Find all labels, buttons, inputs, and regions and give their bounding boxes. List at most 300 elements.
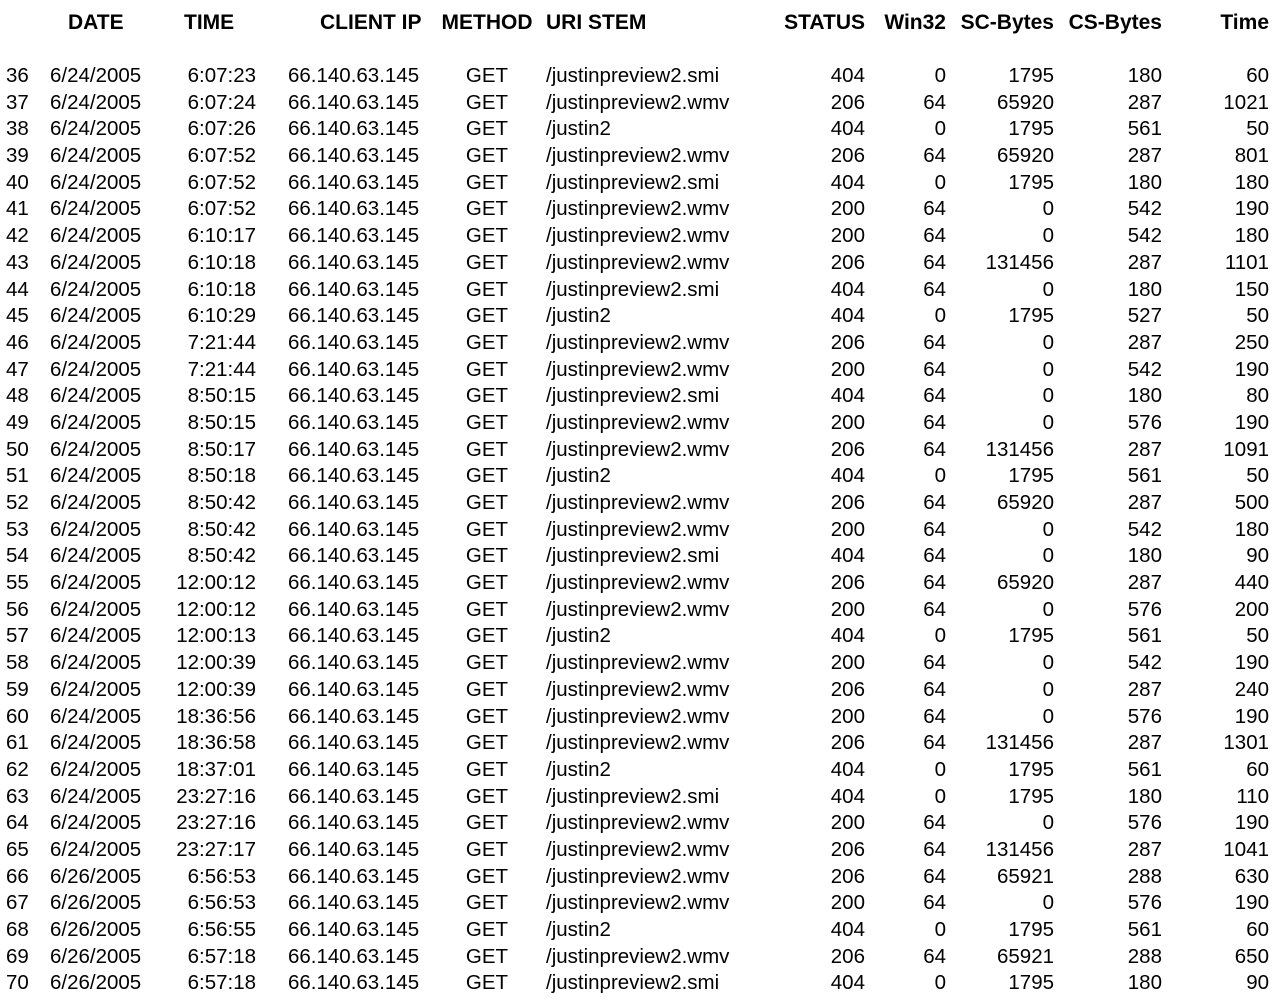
method-cell: GET (465, 90, 509, 114)
date-cell: 6/26/2005 (50, 971, 142, 995)
row-number: 37 (6, 90, 29, 114)
win32-cell: 64 (923, 864, 946, 888)
status-cell: 404 (830, 464, 865, 488)
uri-stem-cell: /justinpreview2.smi (546, 384, 720, 408)
uri-stem-cell: /justinpreview2.smi (546, 277, 720, 301)
sc-bytes-cell: 1795 (1008, 757, 1054, 781)
time-cell: 8:50:42 (187, 517, 256, 541)
time-cell: 6:07:52 (187, 170, 256, 194)
table-row (0, 170, 1280, 197)
date-cell: 6/24/2005 (50, 517, 142, 541)
row-number: 58 (6, 651, 29, 675)
status-cell: 404 (830, 170, 865, 194)
log-table-header (0, 8, 1280, 42)
sc-bytes-cell: 0 (1042, 517, 1054, 541)
row-number: 64 (6, 811, 29, 835)
date-cell: 6/26/2005 (50, 944, 142, 968)
table-row (0, 890, 1280, 917)
cs-bytes-cell: 180 (1127, 784, 1162, 808)
cs-bytes-cell: 288 (1127, 864, 1162, 888)
table-row (0, 410, 1280, 437)
sc-bytes-cell: 0 (1042, 410, 1054, 434)
date-cell: 6/24/2005 (50, 64, 142, 87)
client-ip-cell: 66.140.63.145 (288, 517, 420, 541)
time-taken-cell: 90 (1246, 971, 1269, 995)
win32-cell: 64 (923, 357, 946, 381)
sc-bytes-cell: 65920 (996, 571, 1054, 595)
status-cell: 206 (830, 144, 865, 168)
time-taken-cell: 200 (1234, 597, 1269, 621)
row-number: 61 (6, 731, 29, 755)
row-number: 59 (6, 677, 29, 701)
row-number: 50 (6, 437, 29, 461)
uri-stem-cell: /justinpreview2.wmv (546, 704, 730, 728)
status-cell: 404 (830, 544, 865, 568)
cs-bytes-cell: 576 (1127, 891, 1162, 915)
client-ip-cell: 66.140.63.145 (288, 677, 420, 701)
table-row (0, 277, 1280, 304)
win32-cell: 64 (923, 944, 946, 968)
table-row (0, 196, 1280, 223)
row-number: 65 (6, 837, 29, 861)
method-cell: GET (465, 944, 509, 968)
cs-bytes-cell: 542 (1127, 651, 1162, 675)
time-taken-cell: 250 (1234, 330, 1269, 354)
row-number: 56 (6, 597, 29, 621)
time-cell: 6:07:24 (187, 90, 256, 114)
client-ip-cell: 66.140.63.145 (288, 837, 420, 861)
method-cell: GET (465, 677, 509, 701)
date-cell: 6/24/2005 (50, 170, 142, 194)
sc-bytes-cell: 0 (1042, 330, 1054, 354)
sc-bytes-cell: 131456 (985, 250, 1054, 274)
cs-bytes-cell: 287 (1127, 144, 1162, 168)
sc-bytes-cell: 131456 (985, 731, 1054, 755)
cs-bytes-cell: 287 (1127, 330, 1162, 354)
row-number: 52 (6, 491, 29, 514)
method-cell: GET (465, 571, 509, 595)
time-cell: 23:27:16 (176, 811, 256, 835)
time-cell: 8:50:15 (187, 384, 256, 408)
win32-cell: 64 (923, 891, 946, 915)
time-cell: 6:10:18 (187, 250, 256, 274)
table-row (0, 437, 1280, 464)
sc-bytes-cell: 1795 (1008, 971, 1054, 995)
method-cell: GET (465, 330, 509, 354)
status-cell: 404 (830, 757, 865, 781)
uri-stem-cell: /justinpreview2.wmv (546, 864, 730, 888)
table-row (0, 570, 1280, 597)
method-cell: GET (465, 544, 509, 568)
cs-bytes-cell: 542 (1127, 197, 1162, 221)
table-row (0, 757, 1280, 784)
client-ip-cell: 66.140.63.145 (288, 410, 420, 434)
header-time: TIME (184, 11, 235, 34)
method-cell: GET (465, 250, 509, 274)
uri-stem-cell: /justinpreview2.wmv (546, 90, 730, 114)
time-cell: 6:10:17 (187, 224, 256, 248)
win32-cell: 0 (934, 464, 946, 488)
row-number: 39 (6, 144, 29, 168)
win32-cell: 0 (934, 304, 946, 328)
sc-bytes-cell: 0 (1042, 597, 1054, 621)
client-ip-cell: 66.140.63.145 (288, 864, 420, 888)
table-row (0, 250, 1280, 277)
uri-stem-cell: /justinpreview2.wmv (546, 597, 730, 621)
row-number: 48 (6, 384, 29, 408)
sc-bytes-cell: 65920 (996, 90, 1054, 114)
cs-bytes-cell: 542 (1127, 224, 1162, 248)
status-cell: 404 (830, 64, 865, 87)
row-number: 62 (6, 757, 29, 781)
header-method: METHOD (441, 11, 533, 34)
win32-cell: 0 (934, 918, 946, 941)
time-taken-cell: 240 (1234, 677, 1269, 701)
client-ip-cell: 66.140.63.145 (288, 90, 420, 114)
method-cell: GET (465, 197, 509, 221)
time-cell: 6:10:18 (187, 277, 256, 301)
win32-cell: 64 (923, 571, 946, 595)
date-cell: 6/24/2005 (50, 811, 142, 835)
uri-stem-cell: /justinpreview2.wmv (546, 144, 730, 168)
cs-bytes-cell: 576 (1127, 811, 1162, 835)
sc-bytes-cell: 1795 (1008, 64, 1054, 87)
method-cell: GET (465, 464, 509, 488)
uri-stem-cell: /justinpreview2.wmv (546, 357, 730, 381)
time-taken-cell: 190 (1234, 357, 1269, 381)
date-cell: 6/24/2005 (50, 330, 142, 354)
client-ip-cell: 66.140.63.145 (288, 918, 420, 941)
date-cell: 6/24/2005 (50, 277, 142, 301)
table-row (0, 944, 1280, 971)
client-ip-cell: 66.140.63.145 (288, 304, 420, 328)
cs-bytes-cell: 561 (1127, 918, 1162, 941)
win32-cell: 0 (934, 757, 946, 781)
sc-bytes-cell: 0 (1042, 811, 1054, 835)
method-cell: GET (465, 757, 509, 781)
table-row (0, 917, 1280, 944)
table-row (0, 543, 1280, 570)
table-row (0, 650, 1280, 677)
win32-cell: 64 (923, 384, 946, 408)
time-cell: 18:36:58 (176, 731, 256, 755)
uri-stem-cell: /justinpreview2.wmv (546, 330, 730, 354)
sc-bytes-cell: 0 (1042, 224, 1054, 248)
time-cell: 6:07:52 (187, 197, 256, 221)
method-cell: GET (465, 624, 509, 648)
table-row (0, 463, 1280, 490)
time-cell: 6:56:53 (187, 891, 256, 915)
sc-bytes-cell: 0 (1042, 544, 1054, 568)
uri-stem-cell: /justinpreview2.wmv (546, 677, 730, 701)
table-row (0, 383, 1280, 410)
client-ip-cell: 66.140.63.145 (288, 357, 420, 381)
method-cell: GET (465, 918, 509, 941)
time-cell: 8:50:17 (187, 437, 256, 461)
date-cell: 6/26/2005 (50, 918, 142, 941)
win32-cell: 0 (934, 170, 946, 194)
client-ip-cell: 66.140.63.145 (288, 704, 420, 728)
method-cell: GET (465, 704, 509, 728)
date-cell: 6/24/2005 (50, 597, 142, 621)
date-cell: 6/24/2005 (50, 491, 142, 514)
win32-cell: 0 (934, 784, 946, 808)
cs-bytes-cell: 287 (1127, 731, 1162, 755)
method-cell: GET (465, 891, 509, 915)
date-cell: 6/24/2005 (50, 704, 142, 728)
client-ip-cell: 66.140.63.145 (288, 464, 420, 488)
row-number: 44 (6, 277, 29, 301)
time-cell: 6:10:29 (187, 304, 256, 328)
win32-cell: 64 (923, 544, 946, 568)
status-cell: 206 (830, 677, 865, 701)
win32-cell: 64 (923, 651, 946, 675)
header-status: STATUS (784, 11, 865, 34)
client-ip-cell: 66.140.63.145 (288, 544, 420, 568)
table-row (0, 730, 1280, 757)
win32-cell: 0 (934, 117, 946, 141)
status-cell: 206 (830, 944, 865, 968)
cs-bytes-cell: 561 (1127, 464, 1162, 488)
client-ip-cell: 66.140.63.145 (288, 784, 420, 808)
method-cell: GET (465, 784, 509, 808)
time-taken-cell: 1091 (1223, 437, 1269, 461)
time-cell: 6:56:53 (187, 864, 256, 888)
uri-stem-cell: /justinpreview2.wmv (546, 437, 730, 461)
uri-stem-cell: /justin2 (546, 624, 611, 648)
row-number: 70 (6, 971, 29, 995)
status-cell: 206 (830, 491, 865, 514)
cs-bytes-cell: 576 (1127, 410, 1162, 434)
status-cell: 404 (830, 624, 865, 648)
table-row (0, 63, 1280, 90)
status-cell: 206 (830, 731, 865, 755)
time-taken-cell: 190 (1234, 811, 1269, 835)
client-ip-cell: 66.140.63.145 (288, 170, 420, 194)
win32-cell: 64 (923, 144, 946, 168)
time-taken-cell: 50 (1246, 117, 1269, 141)
time-taken-cell: 60 (1246, 918, 1269, 941)
cs-bytes-cell: 180 (1127, 971, 1162, 995)
row-number: 36 (6, 64, 29, 87)
table-row (0, 837, 1280, 864)
client-ip-cell: 66.140.63.145 (288, 250, 420, 274)
date-cell: 6/24/2005 (50, 437, 142, 461)
time-taken-cell: 110 (1236, 784, 1269, 808)
client-ip-cell: 66.140.63.145 (288, 971, 420, 995)
sc-bytes-cell: 131456 (985, 837, 1054, 861)
row-number: 42 (6, 224, 29, 248)
client-ip-cell: 66.140.63.145 (288, 491, 420, 514)
date-cell: 6/24/2005 (50, 651, 142, 675)
cs-bytes-cell: 542 (1127, 357, 1162, 381)
row-number: 68 (6, 918, 29, 941)
cs-bytes-cell: 561 (1127, 117, 1162, 141)
date-cell: 6/24/2005 (50, 571, 142, 595)
sc-bytes-cell: 0 (1042, 651, 1054, 675)
sc-bytes-cell: 0 (1042, 704, 1054, 728)
date-cell: 6/24/2005 (50, 357, 142, 381)
method-cell: GET (465, 811, 509, 835)
method-cell: GET (465, 651, 509, 675)
uri-stem-cell: /justinpreview2.wmv (546, 250, 730, 274)
time-taken-cell: 1101 (1224, 250, 1269, 274)
time-cell: 18:36:56 (176, 704, 256, 728)
method-cell: GET (465, 517, 509, 541)
table-row (0, 970, 1280, 997)
status-cell: 200 (830, 197, 865, 221)
time-taken-cell: 180 (1234, 170, 1269, 194)
win32-cell: 0 (934, 971, 946, 995)
time-cell: 6:57:18 (187, 944, 256, 968)
win32-cell: 64 (923, 811, 946, 835)
row-number: 45 (6, 304, 29, 328)
cs-bytes-cell: 561 (1127, 624, 1162, 648)
uri-stem-cell: /justinpreview2.wmv (546, 491, 730, 514)
win32-cell: 64 (923, 597, 946, 621)
row-number: 49 (6, 410, 29, 434)
cs-bytes-cell: 287 (1127, 837, 1162, 861)
client-ip-cell: 66.140.63.145 (288, 437, 420, 461)
log-table-body (0, 63, 1280, 997)
time-cell: 12:00:39 (176, 677, 256, 701)
win32-cell: 64 (923, 677, 946, 701)
client-ip-cell: 66.140.63.145 (288, 144, 420, 168)
status-cell: 206 (830, 90, 865, 114)
method-cell: GET (465, 384, 509, 408)
uri-stem-cell: /justinpreview2.smi (546, 784, 720, 808)
time-taken-cell: 1301 (1223, 731, 1269, 755)
time-taken-cell: 50 (1246, 304, 1269, 328)
uri-stem-cell: /justinpreview2.wmv (546, 891, 730, 915)
row-number: 54 (6, 544, 29, 568)
header-sc-bytes: SC-Bytes (960, 11, 1054, 34)
sc-bytes-cell: 1795 (1008, 117, 1054, 141)
sc-bytes-cell: 1795 (1008, 464, 1054, 488)
cs-bytes-cell: 561 (1127, 757, 1162, 781)
method-cell: GET (465, 731, 509, 755)
method-cell: GET (465, 410, 509, 434)
time-cell: 12:00:12 (176, 597, 256, 621)
client-ip-cell: 66.140.63.145 (288, 384, 420, 408)
time-cell: 12:00:13 (176, 624, 256, 648)
client-ip-cell: 66.140.63.145 (288, 757, 420, 781)
uri-stem-cell: /justinpreview2.wmv (546, 944, 730, 968)
cs-bytes-cell: 287 (1127, 677, 1162, 701)
win32-cell: 64 (923, 491, 946, 514)
time-taken-cell: 80 (1246, 384, 1269, 408)
time-cell: 6:56:55 (187, 918, 256, 941)
time-cell: 23:27:17 (176, 837, 256, 861)
row-number: 67 (6, 891, 29, 915)
cs-bytes-cell: 287 (1127, 571, 1162, 595)
row-number: 51 (6, 464, 29, 488)
uri-stem-cell: /justinpreview2.wmv (546, 651, 730, 675)
date-cell: 6/24/2005 (50, 624, 142, 648)
date-cell: 6/26/2005 (50, 864, 142, 888)
time-taken-cell: 650 (1234, 944, 1269, 968)
method-cell: GET (465, 304, 509, 328)
time-cell: 8:50:42 (187, 544, 256, 568)
win32-cell: 64 (923, 731, 946, 755)
uri-stem-cell: /justinpreview2.smi (546, 971, 720, 995)
time-taken-cell: 440 (1234, 571, 1269, 595)
table-row (0, 517, 1280, 544)
sc-bytes-cell: 65921 (996, 864, 1054, 888)
time-taken-cell: 50 (1246, 624, 1269, 648)
win32-cell: 64 (923, 197, 946, 221)
time-taken-cell: 1041 (1223, 837, 1269, 861)
uri-stem-cell: /justinpreview2.wmv (546, 731, 730, 755)
row-number: 66 (6, 864, 29, 888)
win32-cell: 64 (923, 517, 946, 541)
sc-bytes-cell: 0 (1042, 277, 1054, 301)
win32-cell: 64 (923, 250, 946, 274)
win32-cell: 64 (923, 90, 946, 114)
table-row (0, 223, 1280, 250)
cs-bytes-cell: 180 (1127, 544, 1162, 568)
cs-bytes-cell: 527 (1127, 304, 1162, 328)
date-cell: 6/24/2005 (50, 464, 142, 488)
status-cell: 206 (830, 330, 865, 354)
sc-bytes-cell: 0 (1042, 197, 1054, 221)
date-cell: 6/24/2005 (50, 197, 142, 221)
sc-bytes-cell: 131456 (985, 437, 1054, 461)
sc-bytes-cell: 65921 (996, 944, 1054, 968)
method-cell: GET (465, 357, 509, 381)
time-taken-cell: 1021 (1223, 90, 1269, 114)
uri-stem-cell: /justin2 (546, 464, 611, 488)
date-cell: 6/24/2005 (50, 224, 142, 248)
method-cell: GET (465, 170, 509, 194)
client-ip-cell: 66.140.63.145 (288, 64, 420, 87)
time-taken-cell: 190 (1234, 651, 1269, 675)
time-taken-cell: 180 (1234, 224, 1269, 248)
method-cell: GET (465, 437, 509, 461)
date-cell: 6/24/2005 (50, 757, 142, 781)
client-ip-cell: 66.140.63.145 (288, 117, 420, 141)
sc-bytes-cell: 1795 (1008, 918, 1054, 941)
sc-bytes-cell: 1795 (1008, 304, 1054, 328)
cs-bytes-cell: 576 (1127, 597, 1162, 621)
win32-cell: 64 (923, 410, 946, 434)
client-ip-cell: 66.140.63.145 (288, 197, 420, 221)
table-row (0, 864, 1280, 891)
header-uri-stem: URI STEM (546, 11, 647, 34)
date-cell: 6/24/2005 (50, 677, 142, 701)
client-ip-cell: 66.140.63.145 (288, 597, 420, 621)
row-number: 69 (6, 944, 29, 968)
status-cell: 206 (830, 837, 865, 861)
uri-stem-cell: /justin2 (546, 757, 611, 781)
method-cell: GET (465, 144, 509, 168)
status-cell: 200 (830, 811, 865, 835)
time-taken-cell: 801 (1234, 144, 1269, 168)
date-cell: 6/24/2005 (50, 117, 142, 141)
date-cell: 6/24/2005 (50, 544, 142, 568)
win32-cell: 64 (923, 704, 946, 728)
win32-cell: 0 (934, 624, 946, 648)
time-taken-cell: 90 (1246, 544, 1269, 568)
table-row (0, 677, 1280, 704)
time-cell: 7:21:44 (187, 330, 256, 354)
client-ip-cell: 66.140.63.145 (288, 330, 420, 354)
status-cell: 404 (830, 918, 865, 941)
time-taken-cell: 50 (1246, 464, 1269, 488)
cs-bytes-cell: 288 (1127, 944, 1162, 968)
cs-bytes-cell: 180 (1127, 170, 1162, 194)
time-cell: 8:50:18 (187, 464, 256, 488)
